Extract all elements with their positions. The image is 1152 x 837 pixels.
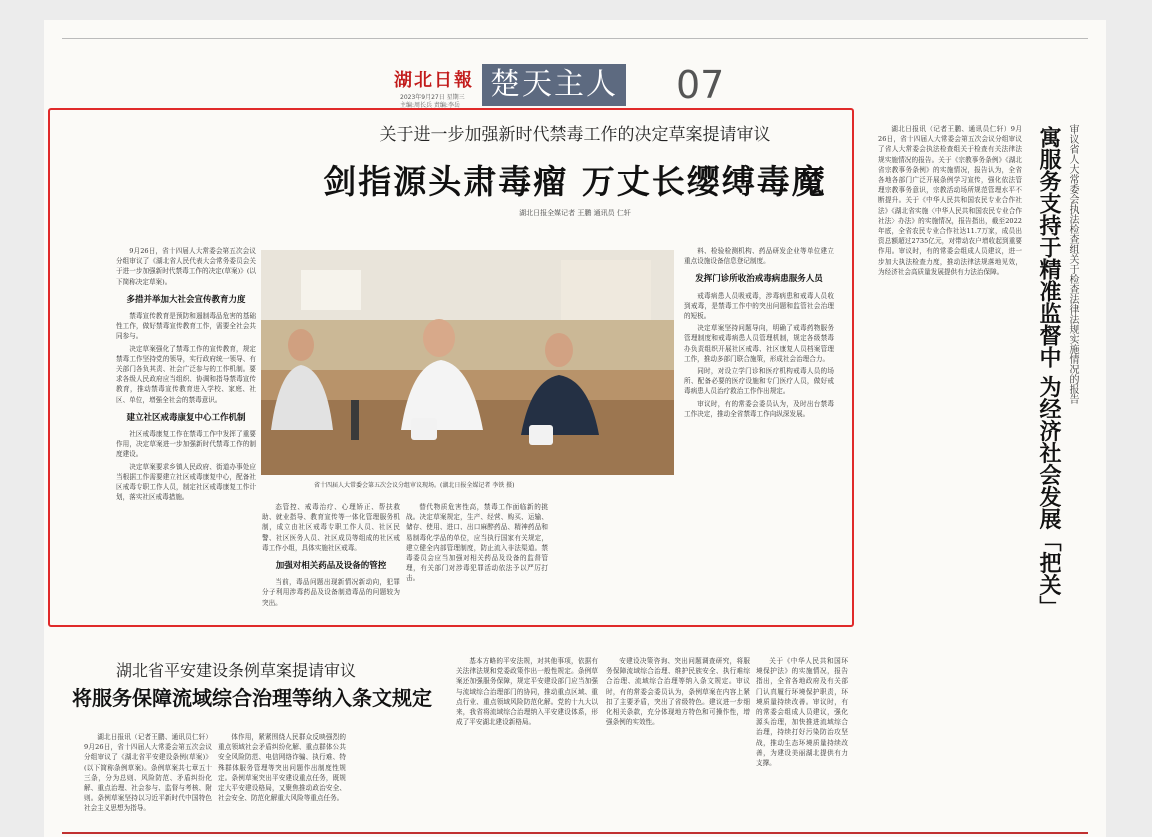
paragraph: 安建设决策咨询、突出问题调查研究，将服务保障流域综合治理、维护民族安全、执行难综合治理、流域综合治理等纳入条文规定。审议时，有的常委会委员认为，条例草案在内容上紧扣了主要矛盾，突出了省级特色。建议进一步细化相关条款，充分体现地方特色和可操作性，增强条例的实效性。	[606, 657, 750, 727]
second-column-3	[456, 656, 598, 830]
paragraph: 决定草案要求乡镇人民政府、街道办事处应当根据工作需要建立社区戒毒康复中心，配备社区戒毒专职工作人员，制定社区戒毒康复工作计划，落实社区戒毒措施。	[116, 462, 256, 502]
top-rule	[62, 38, 1088, 39]
editor-text: 主编:周长兵 责编:李岳	[400, 102, 460, 109]
second-column-5	[756, 656, 848, 830]
side-article-body	[878, 124, 1022, 824]
page-number: 07	[676, 63, 725, 107]
paragraph: 禁毒宣传教育是预防和遏制毒品危害的基础性工作，做好禁毒宣传教育工作，需要全社会共同参与。	[116, 312, 256, 341]
paragraph: 关于《中华人民共和国环境保护法》的实施情况，报告指出，全省各地政府及有关部门认真履行环境保护职责，环境质量持续改善。审议时，有的常委会组成人员建议，强化源头治理，加快推进流域综合治理，持续打好污染防治攻坚战，推动生态环境质量持续改善，为建设美丽湖北提供有力支撑。	[756, 657, 848, 768]
section-heading: 加强对相关药品及设备的管控	[275, 561, 387, 572]
lead-headline: 剑指源头肃毒瘤 万丈长缨缚毒魔	[323, 162, 827, 201]
side-article-headline: 寓服务支持于精准监督中 为经济社会发展「把关」	[1036, 126, 1062, 618]
lead-subhead: 关于进一步加强新时代禁毒工作的决定草案提请审议	[379, 125, 771, 145]
section-heading: 多措并举加大社会宣传教育力度	[126, 294, 246, 305]
section-heading: 发挥门诊所收治戒毒病患服务人员	[695, 274, 823, 285]
second-column-4	[606, 656, 750, 830]
paragraph: 体作用，紧紧围绕人民群众反映强烈的重点领域社会矛盾纠纷化解、重点群体公共安全风险防范、电信网络诈骗、执行难、特殊群体服务管理等突出问题作出制度性规定。条例草案突出平安建设重点任务，既规定大平安建设格局，又聚焦推动政治安全、社会安全、防范化解重大风险等重点任务。	[218, 733, 346, 803]
photo-caption: 省十四届人大常委会第五次会议分组审议现场。(湖北日报全媒记者 李铁 摄)	[314, 482, 515, 489]
second-subhead: 湖北省平安建设条例草案提请审议	[116, 661, 357, 680]
lead-column-4	[684, 246, 834, 620]
meeting-photo-image	[261, 250, 674, 475]
lead-byline: 湖北日报全媒记者 王鹏 通讯员 仁轩	[519, 209, 631, 217]
paragraph: 湖北日报讯（记者王鹏、通讯员仁轩）9月26日，省十四届人大常委会第五次会议分组审议了《湖北省平安建设条例(草案)》(以下简称条例草案)。条例草案共七章五十三条，分为总则、风险防范、矛盾纠纷化解、重点治理、社会参与、监督与考核、附则。条例草案坚持以习近平新时代中国特色社会主义思想为指导。	[84, 733, 212, 813]
paragraph: 当前，毒品问题出现新情况新动向，犯罪分子利用涉毒药品及设备制造毒品的问题较为突出。	[262, 578, 400, 607]
paragraph: 基本方略的平安法规，对其他事项，依据有关法律法规和党委政策作出一般性规定。条例草案还加强服务保障，规定平安建设部门应当加强与流域综合治理部门的协同，推动重点区域、重点行业、重点领域风险防范化解。党的十九大以来，我省将流域综合治理纳入平安建设体系，形成了平安湖北建设新格局。	[456, 657, 598, 727]
second-column-2	[218, 732, 346, 830]
paragraph: 同时，对设立学门诊和医疗机构戒毒人员的场所、配备必要的医疗设施和专门医疗人员，做好戒毒病患人员治疗救治工作作出规定。	[684, 367, 834, 396]
paragraph: 戒毒病患人员吸戒毒，涉毒病患和戒毒人员收到戒毒，是禁毒工作中的突出问题和监管社会治理的短板。	[684, 291, 834, 321]
paragraph: 社区戒毒康复工作在禁毒工作中发挥了重要作用，决定草案进一步加强新时代禁毒工作的制度建设。	[116, 430, 256, 459]
section-heading: 建立社区戒毒康复中心工作机制	[126, 412, 246, 423]
newspaper-page	[44, 20, 1106, 837]
paragraph: 决定草案坚持问题导向，明确了戒毒药物服务管理制度和戒毒病患人员管理机制，规定各级禁毒办负责组织开展社区戒毒、社区康复人员档案管理工作，推动多部门联合施策，形成社会治理合力。	[684, 324, 834, 363]
bottom-rule	[62, 832, 1088, 834]
newspaper-logo: 湖北日報	[394, 70, 474, 91]
meeting-photo	[261, 250, 674, 475]
paragraph: 料、检验检测机构、药品研发企业等单位建立重点设施设备信息登记制度。	[684, 247, 834, 266]
masthead	[44, 42, 1106, 112]
lead-column-3	[406, 502, 548, 620]
paragraph: 审议时，有的常委会委员认为，及时出台禁毒工作决定，推动全省禁毒工作向纵深发展。	[684, 399, 834, 418]
date-text: 2023年9月27日 星期三	[400, 94, 465, 101]
paragraph: 态管控、戒毒治疗、心理矫正、帮扶救助、就业指导、教育宣传等一体化管理服务机制，成立由社区戒毒专职工作人员、社区民警、社区医务人员、社区成员等组成的社区戒毒工作小组，具体实施社区戒毒。	[262, 503, 400, 552]
paragraph: 湖北日报讯（记者王鹏、通讯员仁轩）9月26日，省十四届人大常委会第五次会议分组审议了省人大常委会执法检查组关于检查有关法律法规实施情况的报告。关于《宗教事务条例》《湖北省宗教事务条例》的实施情况，报告认为，全省各地各部门广泛开展条例学习宣传，强化依法管理宗教事务意识，宗教活动场所规范管理水平不断提升。关于《中华人民共和国农民专业合作社法》《湖北省实施〈中华人民共和国农民专业合作社法〉办法》的实施情况，报告指出，截至2022年底，全省农民专业合作社达11.7万家，成员出资总额超过2735亿元，对带动农户增收起到重要作用。审议时，有的常委会组成人员建议，进一步加大执法检查力度，推动法律法规落地见效，为经济社会高质量发展提供有力法治保障。	[878, 125, 1022, 276]
paragraph: 9月26日，省十四届人大常委会第五次会议分组审议了《湖北省人民代表大会常务委员会关于进一步加强新时代禁毒工作的决定(草案)》(以下简称决定草案)。	[116, 247, 256, 286]
section-title: 楚天主人	[482, 64, 626, 106]
second-column-1	[84, 732, 212, 830]
paragraph: 决定草案强化了禁毒工作的宣传教育，规定禁毒工作坚持党的领导，实行政府统一领导、有关部门各负其责、社会广泛参与的工作机制。要求各级人民政府应当组织、协调和指导禁毒宣传教育，推动禁毒宣传教育进入学校、家庭、社区、单位，增强全社会的禁毒意识。	[116, 344, 256, 404]
lead-column-1	[116, 246, 256, 618]
second-headline: 将服务保障流域综合治理等纳入条文规定	[72, 686, 432, 710]
lead-column-2	[262, 502, 400, 620]
paragraph: 替代物质危害性高，禁毒工作面临新的挑战。决定草案规定，生产、经营、购买、运输、储存、使用、进口、出口麻醉药品、精神药品和易制毒化学品的单位，应当执行国家有关规定，建立健全内部管理制度，防止流入非法渠道。禁毒委员会应当加强对相关药品及设备的监督管理，有关部门对涉毒犯罪活动依法予以严厉打击。	[406, 503, 548, 583]
side-article-subhead: 审议省人大常委会执法检查组关于检查法律法规实施情况的报告	[1067, 124, 1078, 404]
